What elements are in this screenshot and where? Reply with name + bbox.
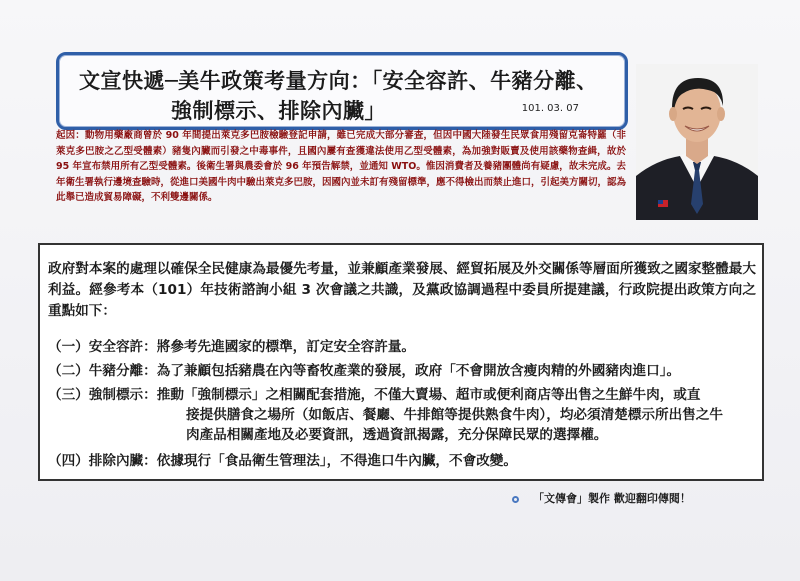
item-text-line-1: 推動「強制標示」之相關配套措施，不僅大賣場、超市或便利商店等出售之生鮮牛肉，或直 [156,387,701,403]
policy-intro: 政府對本案的處理以確保全民健康為最優先考量，並兼顧產業發展、經貿拓展及外交關係等層面所獲致之國家整體最大利益。經參考本（101）年技術諮詢小組 3 次會議之共識，及黨政協調過程中委員所提建議，行政院提出政策方向之重點如下： [48,261,756,319]
item-separator: ： [143,339,157,355]
policy-item-4 [48,451,756,471]
item-number: （四） [48,453,89,469]
item-label: 排除內臟 [88,453,144,469]
policy-box [38,243,764,481]
document-date: 101. 03. 07 [521,103,579,114]
policy-item-2 [48,361,756,381]
item-number: （二） [48,363,89,379]
footer-text: 「文傳會」製作 歡迎翻印傳閱！ [533,492,691,505]
policy-item-3 [48,385,756,405]
item-separator: ： [143,453,157,469]
item-number: （一） [48,339,89,355]
origin-label: 起因： [56,130,85,141]
title-box [56,52,628,130]
item-label: 牛豬分離 [88,363,144,379]
item-label: 安全容許 [88,339,144,355]
item-text: 依據現行「食品衛生管理法」，不得進口牛內臟，不會改變。 [156,453,517,469]
policy-item-1 [48,337,756,357]
item-text: 為了兼顧包括豬農在內等畜牧產業的發展，政府「不會開放含瘦肉精的外國豬肉進口」。 [156,363,681,379]
origin-paragraph [56,128,626,206]
item-separator: ： [143,363,157,379]
portrait-photo [636,64,758,220]
policy-item-3-line-2: 接提供膳食之場所（如飯店、餐廳、牛排館等提供熟食牛肉），均必須清楚標示所出售之牛 [186,407,723,423]
item-label: 強制標示 [88,387,144,403]
circle-bullet-icon [512,496,519,503]
item-text: 將參考先進國家的標準，訂定安全容許量。 [156,339,416,355]
title-line-1: 文宣快遞─美牛政策考量方向：「安全容許、牛豬分離、 [79,69,598,93]
origin-text: 動物用藥廠商曾於 90 年間提出萊克多巴胺檢驗登記申請，雖已完成大部分審查，但因中國大陸發生民眾食用殘留克崙特羅（非萊克多巴胺之乙型受體素）豬隻內臟而引發之中毒事件，且國內屢有查獲違法使用乙型受體素，為加強對販賣及使用該藥物查緝，故於 95 年宣布禁用所有乙型受體素。後衛生署與農委會於 96 年預告解禁，並通知 WTO。惟因消費者及養豬團體尚有疑慮，故未完成。去年衛生署執行邊境查驗時，從進口美國牛肉中驗出萊克多巴胺，因國內並未訂有殘留標準，應不得檢出而禁止進口，引起美方關切，認為此舉已造成貿易障礙，不利雙邊關係。 [56,130,627,204]
item-number: （三） [48,387,89,403]
portrait-illustration [636,64,758,220]
footer-credit [512,490,691,506]
title-line-2: 強制標示、排除內臟」 [171,99,386,123]
item-separator: ： [143,387,157,403]
policy-item-3-line-3: 肉產品相關產地及必要資訊，透過資訊揭露，充分保障民眾的選擇權。 [186,427,608,443]
